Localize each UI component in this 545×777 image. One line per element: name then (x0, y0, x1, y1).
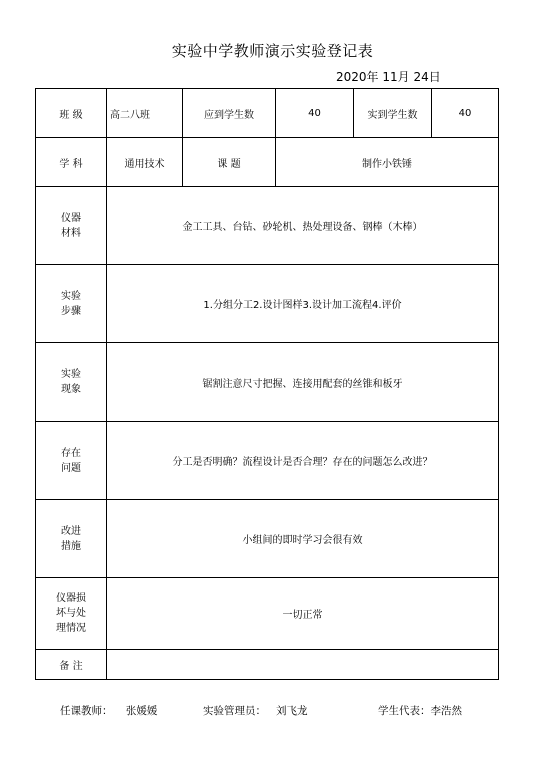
table-row-section (36, 187, 499, 265)
section-label: 实验 步骤 (36, 265, 107, 343)
actual-students-value: 40 (432, 89, 499, 138)
section-label: 仪器损 坏与处 理情况 (36, 578, 107, 650)
subject-label: 学 科 (36, 138, 107, 187)
expected-students-label: 应到学生数 (183, 89, 276, 138)
section-content: 分工是否明确？流程设计是否合理？存在的问题怎么改进？ (107, 422, 499, 500)
topic-label: 课 题 (183, 138, 276, 187)
actual-students-label: 实到学生数 (354, 89, 432, 138)
class-label: 班 级 (36, 89, 107, 138)
table-row-section (36, 422, 499, 500)
registration-table (35, 88, 499, 680)
table-row-section (36, 343, 499, 422)
manager-signature: 实验管理员： 刘飞龙 (203, 705, 308, 717)
section-content: 小组间的即时学习会很有效 (107, 500, 499, 578)
table-row-subject (36, 138, 499, 187)
section-label: 实验 现象 (36, 343, 107, 422)
table-row-remarks (36, 650, 499, 680)
expected-students-value: 40 (276, 89, 354, 138)
table-row-class (36, 89, 499, 138)
section-content: 锯割注意尺寸把握、连接用配套的丝锥和板牙 (107, 343, 499, 422)
page-title: 实验中学教师演示实验登记表 (171, 42, 374, 60)
signature-footer (0, 703, 545, 717)
remarks-label: 备 注 (36, 650, 107, 680)
topic-value: 制作小铁锤 (276, 138, 499, 187)
section-content: 金工工具、台钻、砂轮机、热处理设备、钢棒（木棒） (107, 187, 499, 265)
table-row-section (36, 578, 499, 650)
section-label: 改进 措施 (36, 500, 107, 578)
student-rep-signature: 学生代表：李浩然 (378, 705, 462, 717)
subject-value: 通用技术 (107, 138, 183, 187)
section-content: 一切正常 (107, 578, 499, 650)
section-content: 1.分组分工2.设计图样3.设计加工流程4.评价 (107, 265, 499, 343)
table-row-section (36, 265, 499, 343)
date: 2020年 11月 24日 (336, 70, 441, 84)
section-label: 仪器 材料 (36, 187, 107, 265)
teacher-signature: 任课教师： 张媛媛 (60, 705, 158, 717)
section-label: 存在 问题 (36, 422, 107, 500)
table-row-section (36, 500, 499, 578)
class-value: 高二八班 (107, 89, 183, 138)
remarks-content (107, 650, 499, 680)
